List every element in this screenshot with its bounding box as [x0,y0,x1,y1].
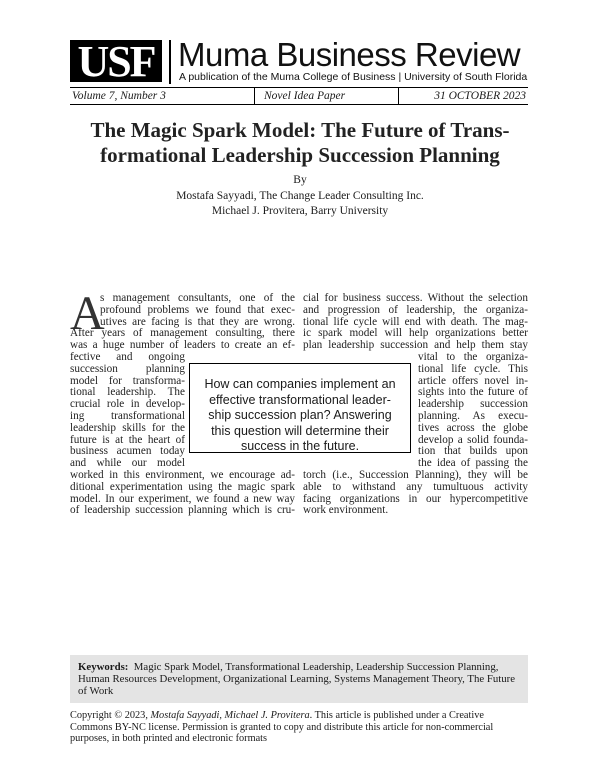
info-divider [254,88,255,104]
right-column-top: cial for business success. Without the selection and progression of leadership, the organiza- tional life cycle will end with death. The mag- ic spark model will help organizations better plan leadership succession and help them stay [303,292,528,352]
info-divider [398,88,399,104]
left-column-bottom: worked in this environment, we encourage ad- ditional experimentation using the magic spark model. In our experiment, we found a new way of leadership succession planning which is cru- [70,469,295,517]
paper-type: Novel Idea Paper [264,90,346,102]
keywords-text: Magic Spark Model, Transformational Leadership, Leadership Succession Planning, Human Resources Development, Organizational Learning, Systems Management Theory, The Future of Work [78,661,516,697]
author-1: Mostafa Sayyadi, The Change Leader Consulting Inc. [176,189,424,202]
author-2: Michael J. Provitera, Barry University [211,205,389,217]
copyright-authors: Mostafa Sayyadi, Michael J. Provitera [150,710,310,721]
byline [60,173,540,220]
keywords-box [70,655,528,703]
pull-quote: How can companies implement an effective transformational leader- ship succession plan? Answering this question will determine their success in the future. [189,363,411,453]
keywords-label: Keywords: [78,661,129,673]
usf-logo: USF [70,40,162,82]
drop-cap: A [70,287,105,340]
issue-info-bar [70,87,528,105]
volume-number: Volume 7, Number 3 [72,90,166,102]
left-column-top: s management consultants, one of the profound problems we found that exec- utives are facing is that they are wrong. After years of management consulting, there was a huge number of leaders to create an ef- [70,292,295,352]
masthead-divider [169,40,171,84]
journal-subtitle: A publication of the Muma College of Business | University of South Florida [179,71,528,83]
article-title: The Magic Spark Model: The Future of Trans- formational Leadership Succession Planning [90,118,510,167]
left-column-wrap: fective and ongoing succession planning model for transforma- tional leadership. The crucial role in develop- ing transformational leadership skills for the future is at the heart of business acumen today and while our model [70,351,185,470]
right-column-wrap: vital to the organiza- tional life cycle. This article offers novel in- sights into the future of leadership succession planning. As execu- tives across the globe develop a solid founda- tion that builds upon the idea of passing the [418,351,528,470]
right-column-bottom: torch (i.e., Succession Planning), they will be able to withstand any tumultuous activity facing organizations in our hypercompetitive work environment. [303,469,528,517]
by-label: By [293,174,307,186]
copyright-notice: Copyright © 2023, Mostafa Sayyadi, Michael J. Provitera. This article is published under a Creative Commons BY-NC license. Permission is granted to copy and distribute this article for non-commercial purposes, in both printed and electronic formats [70,710,494,744]
issue-date: 31 OCTOBER 2023 [434,90,526,102]
journal-title: Muma Business Review [178,36,521,73]
